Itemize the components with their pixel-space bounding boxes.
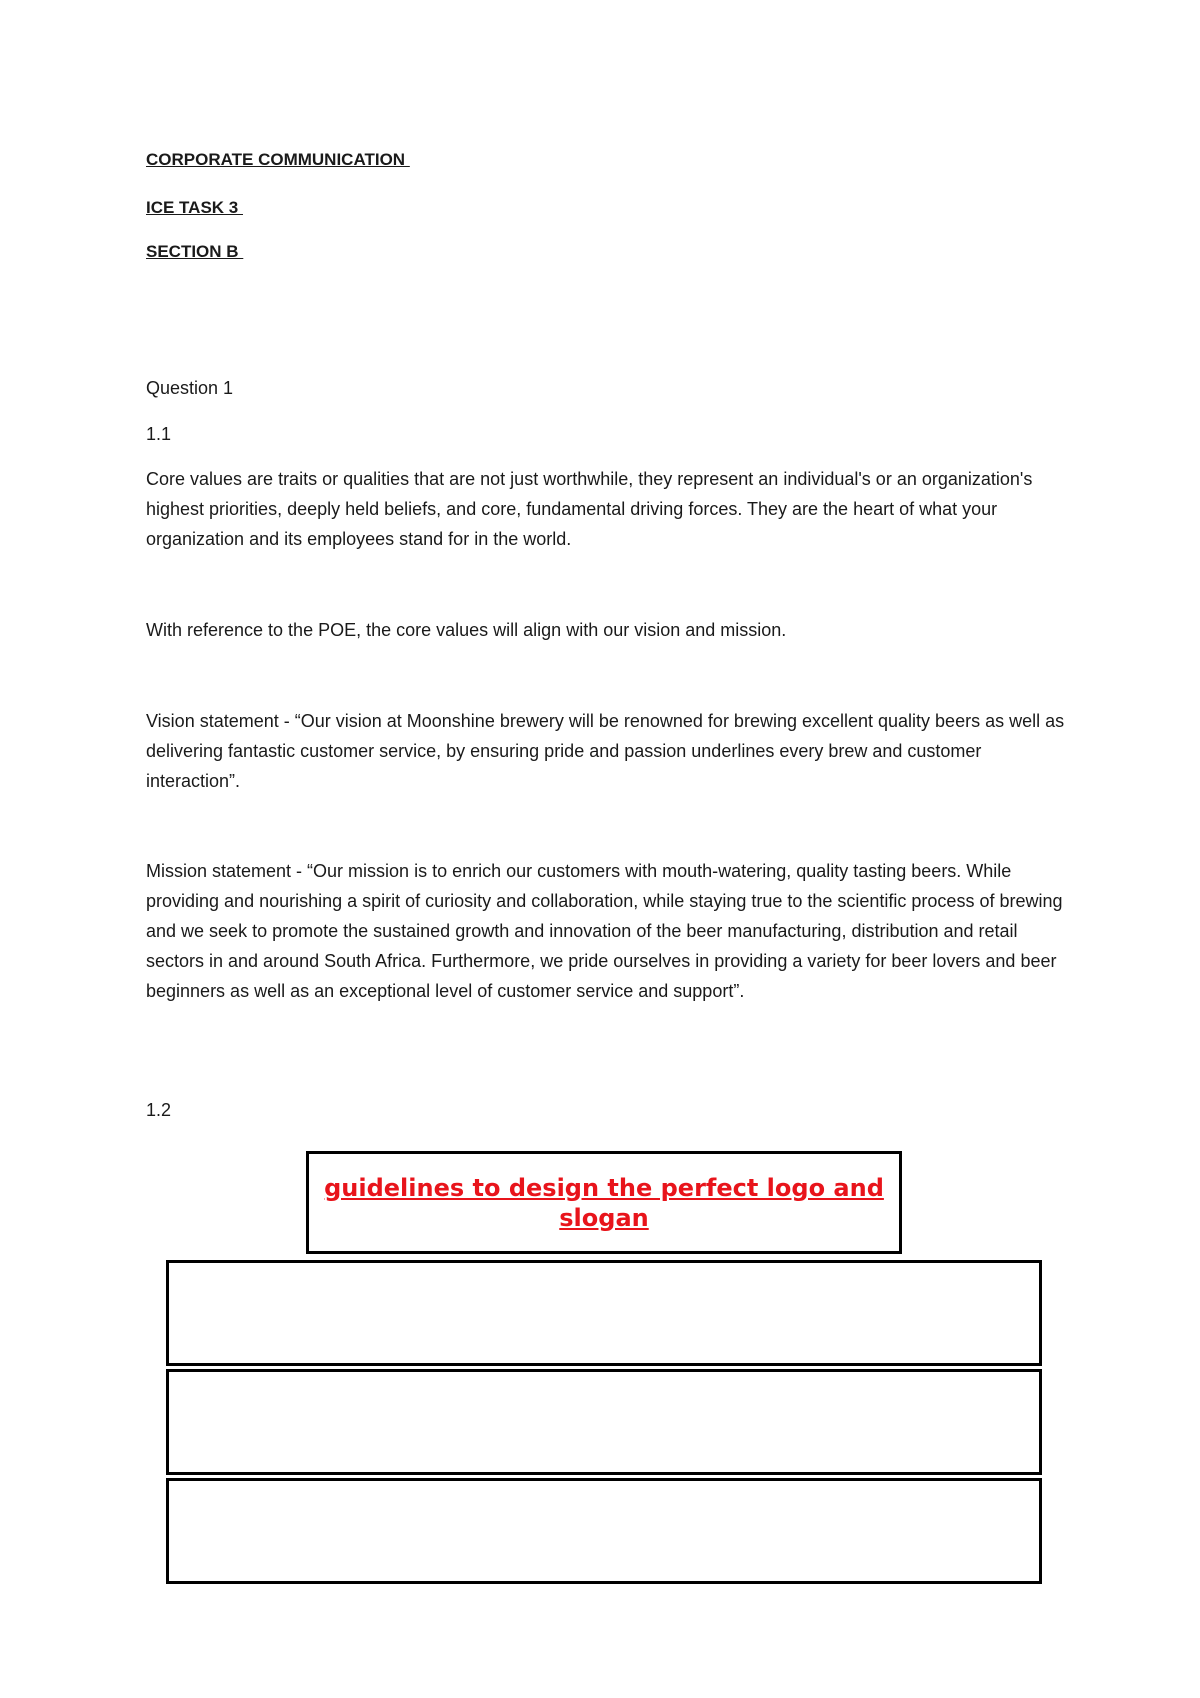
course-title: CORPORATE COMMUNICATION xyxy=(146,150,410,169)
subquestion-1-1-label: 1.1 xyxy=(146,424,172,444)
guideline-box-1 xyxy=(166,1260,1042,1366)
section-title: SECTION B xyxy=(146,242,244,261)
task-title: ICE TASK 3 xyxy=(146,198,243,217)
alignment-statement: With reference to the POE, the core values will align with our vision and mission. xyxy=(146,620,787,640)
guideline-box-2 xyxy=(166,1369,1042,1475)
guidelines-title-box xyxy=(306,1151,902,1254)
mission-statement: Mission statement - “Our mission is to enrich our customers with mouth-watering, quality tasting beers. While providing and nourishing a spirit of curiosity and collaboration, while staying true to the scientific process of brewing and we seek to promote the sustained growth and innovation of the beer manufacturing, distribution and retail sectors in and around South Africa. Furthermore, we pride ourselves in providing a variety for beer lovers and beer beginners as well as an exceptional level of customer service and support”. xyxy=(146,861,1063,1001)
vision-statement: Vision statement - “Our vision at Moonshine brewery will be renowned for brewing excellent quality beers as well as delivering fantastic customer service, by ensuring pride and passion underlines every brew and customer interaction”. xyxy=(146,711,1065,791)
core-values-definition: Core values are traits or qualities that are not just worthwhile, they represent an individual's or an organization's highest priorities, deeply held beliefs, and core, fundamental driving forces. They are the heart of what your organization and its employees stand for in the world. xyxy=(146,469,1033,549)
question-label: Question 1 xyxy=(146,378,234,398)
guidelines-title: guidelines to design the perfect logo and slogan xyxy=(324,1173,884,1232)
subquestion-1-2-label: 1.2 xyxy=(146,1100,172,1120)
guideline-box-3 xyxy=(166,1478,1042,1584)
